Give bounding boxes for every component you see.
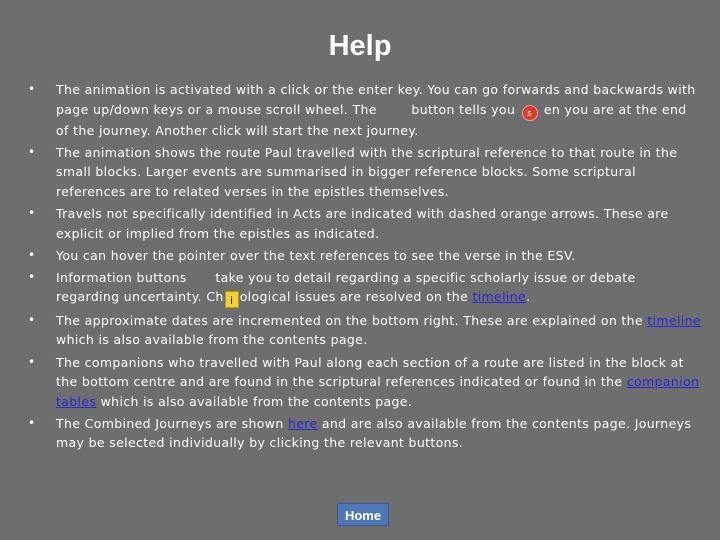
help-text: take you to detail regarding a specific scholarly issue or debate regarding uncertainty. Ch: [56, 269, 636, 305]
home-button[interactable]: Home: [337, 503, 389, 526]
help-item-info-buttons: [22, 268, 702, 309]
help-item-route: [22, 143, 702, 202]
help-item-travels: [22, 204, 702, 243]
help-text: You can hover the pointer over the text references to see the verse in the ESV.: [56, 247, 576, 263]
help-text: The animation shows the route Paul travelled with the scriptural reference to that route in the small blocks. Larger events are summarised in bigger reference blocks. Some scriptural references are to related verses in the epistles themselves.: [56, 144, 678, 199]
help-text: The approximate dates are incremented on the bottom right. These are explained on the: [56, 312, 644, 328]
help-text: The Combined Journeys are shown: [56, 415, 284, 431]
help-item-animation: [22, 80, 702, 140]
help-list: [22, 80, 702, 456]
page-title: Help: [328, 30, 392, 62]
help-text: .: [526, 289, 531, 305]
help-text: Information buttons: [56, 269, 187, 285]
timeline-link[interactable]: timeline: [472, 289, 527, 305]
help-item-companions: [22, 353, 702, 412]
help-text: which is also available from the contents page.: [56, 332, 368, 348]
companion-tables-link[interactable]: companion tables: [56, 374, 700, 409]
combined-journeys-link[interactable]: here: [287, 415, 318, 431]
help-item-combined: [22, 414, 702, 453]
help-text: ological issues are resolved on the: [239, 289, 469, 305]
help-text: The companions who travelled with Paul along each section of a route are listed in the block at the bottom centre and are found in the scriptural references indicated or found in the: [56, 354, 684, 390]
info-button-icon[interactable]: i: [225, 291, 239, 308]
timeline-link[interactable]: timeline: [647, 312, 701, 328]
help-text: The animation is activated with a click or the enter key. You can go forwards and backwards with page up/down keys or a mouse scroll wheel. The: [56, 82, 696, 117]
help-text: Travels not specifically identified in Acts are indicated with dashed orange arrows. These are explicit or implied from the epistles as indicated.: [56, 205, 669, 241]
help-text: and are also available from the contents page. Journeys may be selected individually by clicking the relevant buttons.: [56, 415, 692, 451]
help-text: button tells you: [411, 101, 516, 117]
help-text: which is also available from the contents page.: [100, 393, 413, 409]
help-text: en you are at the end of the journey. Another click will start the next journey.: [56, 101, 687, 138]
help-item-hover: [22, 246, 702, 266]
stop-badge-icon: s: [522, 105, 538, 121]
help-item-dates: [22, 311, 702, 350]
